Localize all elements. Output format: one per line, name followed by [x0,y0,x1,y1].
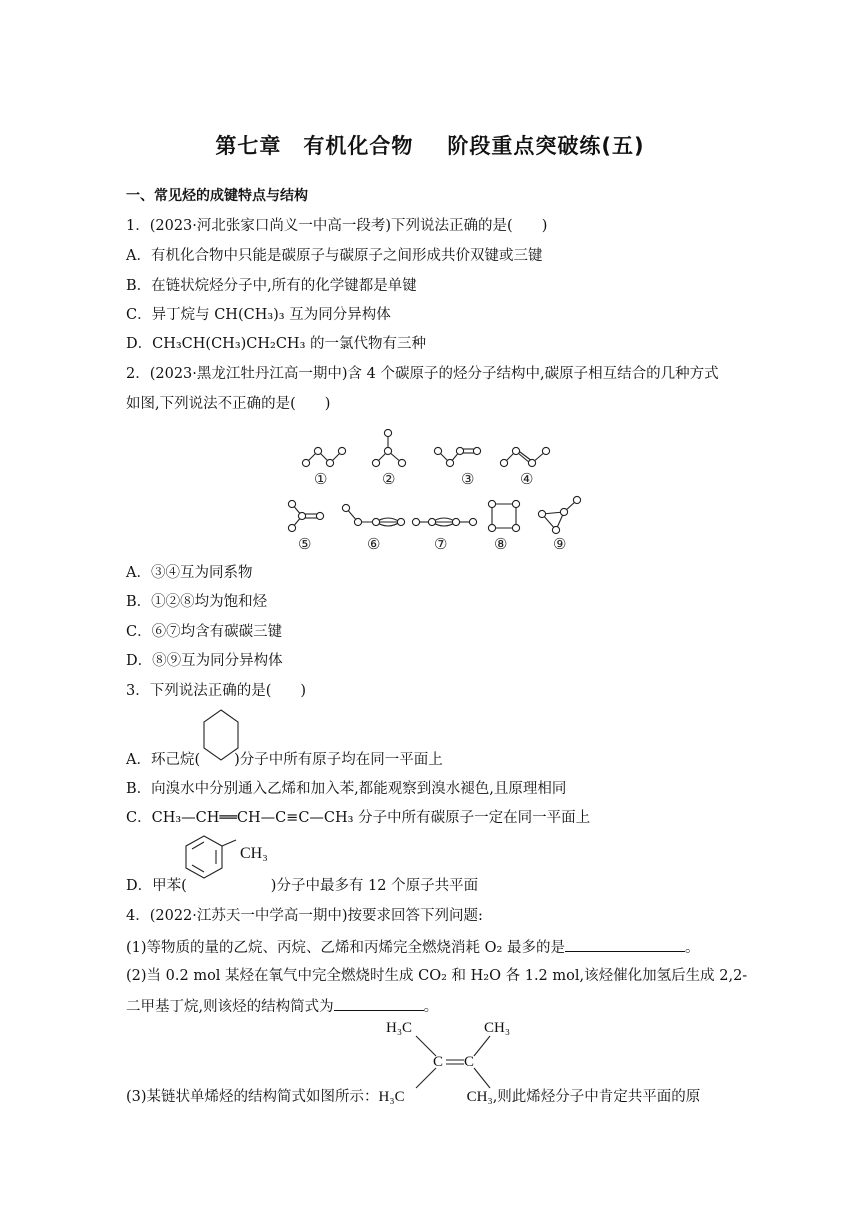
q2-option-b: B．①②⑧均为饱和烃 [126,594,268,610]
q4-part2-text: 二甲基丁烷,则该烃的结构简式为 [126,999,334,1015]
label-7: ⑦ [434,535,448,553]
q4-part1-text: (1)等物质的量的乙烷、丙烷、乙烯和丙烯完全燃烧消耗 O₂ 最多的是 [126,940,565,956]
q4-part3-text: (3)某链状单烯烃的结构简式如图所示： [126,1089,379,1105]
q2-option-a: A．③④互为同系物 [126,565,253,581]
skeleton-5 [288,500,323,531]
label-5: ⑤ [298,535,312,553]
q1-option-d: D．CH₃CH(CH₃)CH₂CH₃ 的一氯代物有三种 [126,336,426,352]
q2-option-c: C．⑥⑦均含有碳碳三键 [126,624,283,640]
title-exercise: 阶段重点突破练(五) [447,134,645,158]
q3-option-d-suffix: )分子中最多有 12 个原子共平面 [270,878,479,894]
label-3: ③ [461,470,475,488]
q3-option-c: C．CH₃—CH══CH—C≡C—CH₃ 分子中所有碳原子一定在同一平面上 [126,810,591,826]
alkene-right-carbon: C [464,1054,475,1070]
alkene-bottom-right-group: CH₃ [466,1089,493,1105]
q4-part1 [126,936,699,958]
label-6: ⑥ [367,535,381,553]
q1-option-c: C．异丁烷与 CH(CH₃)₃ 互为同分异构体 [126,307,391,323]
q4-part3 [126,1087,700,1107]
skeleton-8 [488,500,519,531]
q3-option-a-suffix: )分子中所有原子均在同一平面上 [234,752,443,768]
q4-part2-answer-blank[interactable] [334,995,424,1011]
q4-part1-end: 。 [684,940,700,956]
q3-option-a-prefix: A．环己烷( [126,752,201,768]
q4-part3-suffix: ,则此烯烃分子中肯定共平面的原 [492,1089,701,1105]
alkene-top-left-group: H₃C [386,1020,413,1036]
q3-option-b: B．向溴水中分别通入乙烯和加入苯,都能观察到溴水褪色,且原理相同 [126,781,567,797]
label-9: ⑨ [553,535,567,553]
skeleton-6 [342,504,404,526]
skeleton-9 [538,496,580,533]
label-2: ② [382,470,396,488]
q4-part2-line2 [126,995,438,1017]
skeleton-7 [412,518,476,526]
q3-option-d-prefix: D．甲苯( [126,878,187,894]
alkene-top-right-group: CH₃ [484,1020,511,1036]
toluene-methyl-label: CH₃ [240,845,268,862]
skeleton-2 [372,429,405,466]
skeleton-3 [434,447,480,466]
section-heading: 一、常见烃的成键特点与结构 [126,188,308,204]
alkene-left-carbon: C [433,1054,444,1070]
q1-stem: 1．(2023·河北张家口尚义一中高一段考)下列说法正确的是( ) [126,218,548,234]
skeleton-1 [302,447,345,466]
label-4: ④ [520,470,534,488]
q3-option-d [126,876,478,896]
title-chapter: 第七章 有机化合物 [215,134,414,158]
q3-option-a [126,750,443,770]
alkene-bottom-left-group: H₃C [378,1089,405,1105]
q1-option-a: A．有机化合物中只能是碳原子与碳原子之间形成共价双键或三键 [126,248,543,264]
q4-stem: 4．(2022·江苏天一中学高一期中)按要求回答下列问题: [126,908,483,924]
q4-part2-end: 。 [423,999,439,1015]
label-1: ① [314,470,328,488]
page-title [0,130,860,160]
q4-part2-line1: (2)当 0.2 mol 某烃在氧气中完全燃烧时生成 CO₂ 和 H₂O 各 1.2 mol,该烃催化加氢后生成 2,2- [126,968,748,984]
skeleton-4 [500,447,549,466]
carbon-skeleton-row2 [280,492,590,538]
q4-part1-answer-blank[interactable] [565,936,685,952]
q1-option-b: B．在链状烷烃分子中,所有的化学键都是单键 [126,278,417,294]
q3-stem: 3．下列说法正确的是( ) [126,683,307,699]
label-8: ⑧ [494,535,508,553]
carbon-skeleton-row1 [296,425,556,475]
q2-stem-line1: 2．(2023·黑龙江牡丹江高一期中)含 4 个碳原子的烃分子结构中,碳原子相互结合的几种方式 [126,366,719,382]
q2-option-d: D．⑧⑨互为同分异构体 [126,653,283,669]
q2-stem-line2: 如图,下列说法不正确的是( ) [126,396,331,412]
